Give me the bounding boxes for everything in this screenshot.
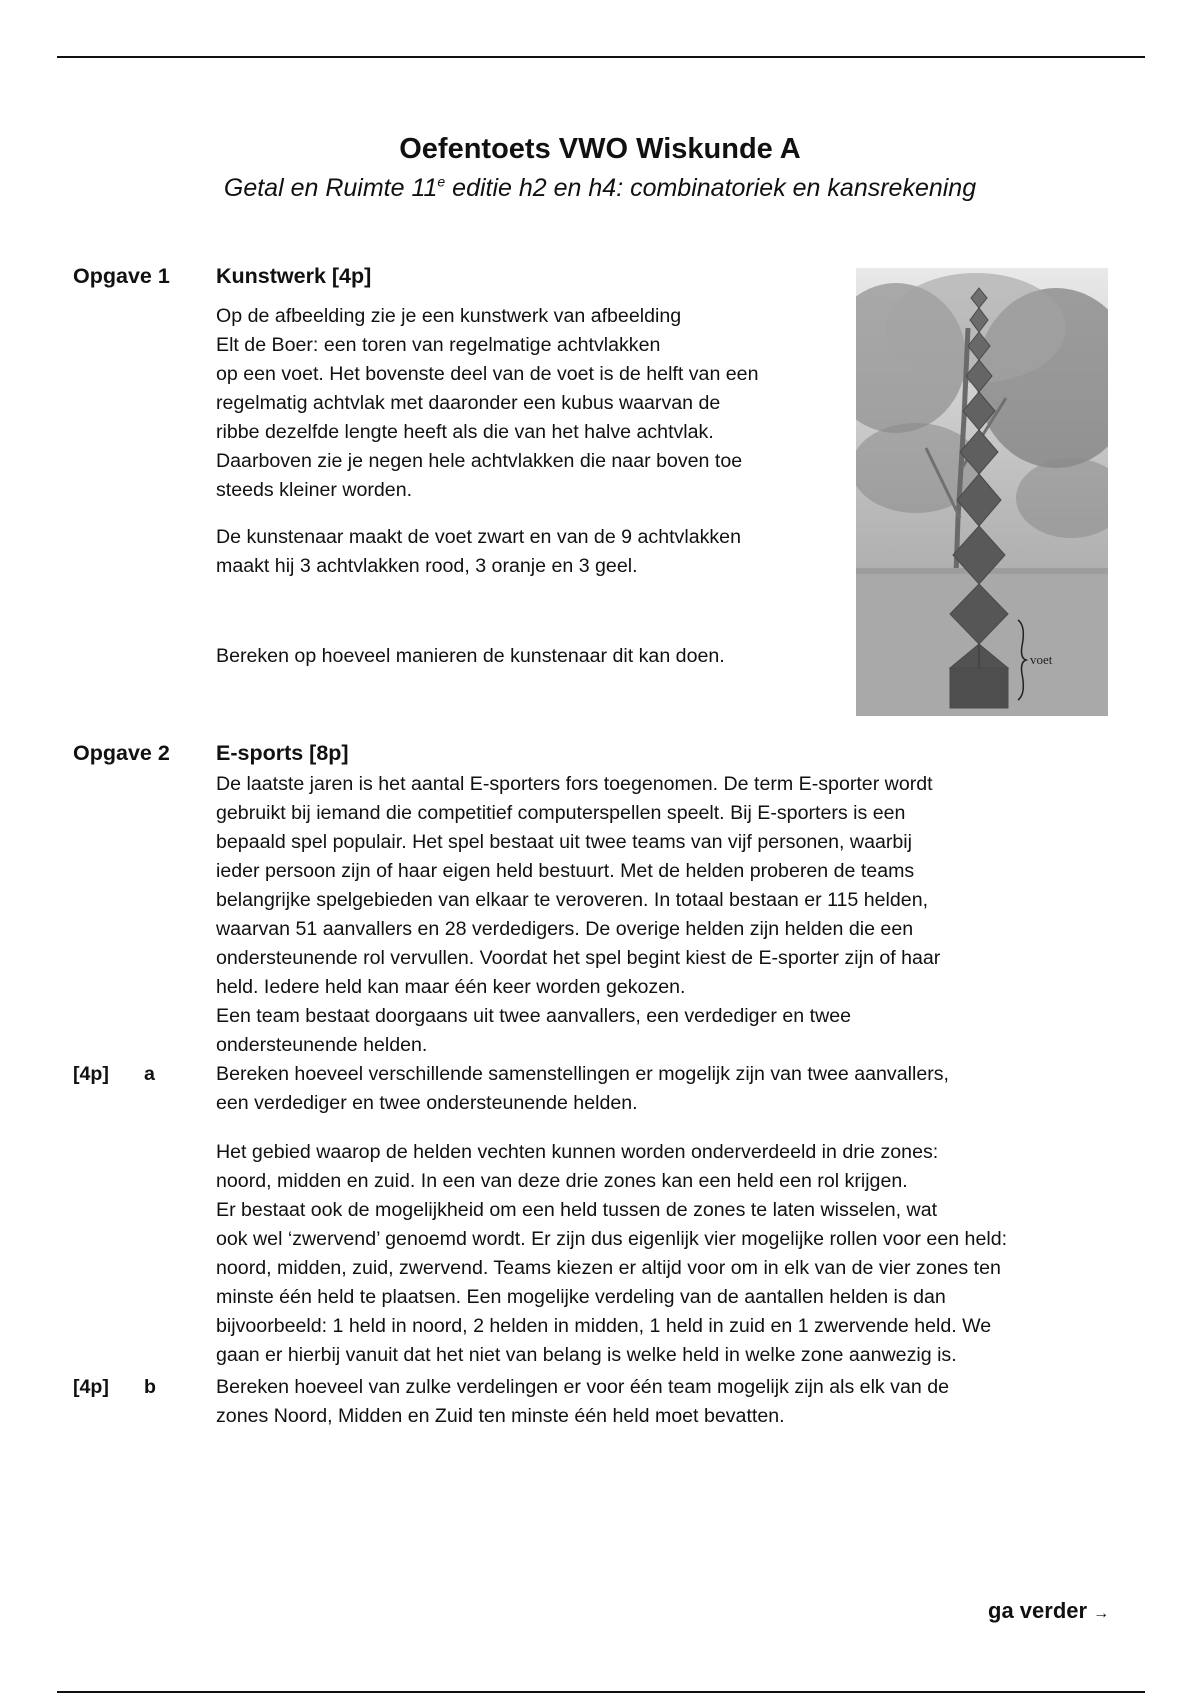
continue-label [988, 1598, 1109, 1624]
page-title: Oefentoets VWO Wiskunde A [399, 133, 801, 165]
text-line: Elt de Boer: een toren van regelmatige achtvlakken [216, 334, 661, 356]
text-line: noord, midden en zuid. In een van deze drie zones kan een held een rol krijgen. [216, 1170, 908, 1192]
text-line: belangrijke spelgebieden van elkaar te veroveren. In totaal bestaan er 115 helden, [216, 889, 929, 911]
opgave-2-label: Opgave 2 [73, 741, 170, 765]
text-line: regelmatig achtvlak met daaronder een kubus waarvan de [216, 392, 721, 414]
text-line: gebruikt bij iemand die competitief computerspellen speelt. Bij E-sporters is een [216, 802, 906, 824]
text-line: ribbe dezelfde lengte heeft als die van het halve achtvlak. [216, 421, 714, 443]
text-line: minste één held te plaatsen. Een mogelijke verdeling van de aantallen helden is dan [216, 1286, 946, 1308]
question-a-points: [4p] [73, 1063, 109, 1085]
artwork-illustration [856, 268, 1108, 716]
text-line: ieder persoon zijn of haar eigen held bestuurt. Met de helden proberen de teams [216, 860, 915, 882]
text-line: Op de afbeelding zie je een kunstwerk van afbeelding [216, 305, 682, 327]
question-a-letter: a [144, 1063, 155, 1085]
text-line: De laatste jaren is het aantal E-sporters fors toegenomen. De term E-sporter wordt [216, 773, 933, 795]
opgave-1-label: Opgave 1 [73, 264, 170, 288]
continue-text: ga verder [988, 1598, 1088, 1623]
text-line: bepaald spel populair. Het spel bestaat uit twee teams van vijf personen, waarbij [216, 831, 912, 853]
text-line: Het gebied waarop de helden vechten kunnen worden onderverdeeld in drie zones: [216, 1141, 939, 1163]
top-rule [57, 56, 1145, 58]
text-line: De kunstenaar maakt de voet zwart en van de 9 achtvlakken [216, 526, 741, 548]
question-b-text: zones Noord, Midden en Zuid ten minste één held moet bevatten. [216, 1405, 785, 1427]
text-line: held. Iedere held kan maar één keer worden gekozen. [216, 976, 686, 998]
text-line: ondersteunende rol vervullen. Voordat het spel begint kiest de E-sporter zijn of haar [216, 947, 941, 969]
opgave-2-heading: E-sports [8p] [216, 741, 349, 765]
text-line: Een team bestaat doorgaans uit twee aanvallers, een verdediger en twee [216, 1005, 852, 1027]
text-line: noord, midden, zuid, zwervend. Teams kiezen er altijd voor om in elk van de vier zones ten [216, 1257, 1001, 1279]
bottom-rule [57, 1691, 1145, 1693]
page-subtitle: Getal en Ruimte 11e editie h2 en h4: combinatoriek en kansrekening [223, 173, 977, 202]
text-line: Er bestaat ook de mogelijkheid om een held tussen de zones te laten wisselen, wat [216, 1199, 938, 1221]
text-line: bijvoorbeeld: 1 held in noord, 2 helden in midden, 1 held in zuid en 1 zwervende held. We [216, 1315, 992, 1337]
artwork-photo [856, 268, 1108, 716]
text-line: ondersteunende helden. [216, 1034, 428, 1056]
question-b-points: [4p] [73, 1376, 109, 1398]
text-line: Daarboven zie je negen hele achtvlakken die naar boven toe [216, 450, 743, 472]
text-line: op een voet. Het bovenste deel van de voet is de helft van een [216, 363, 759, 385]
figure-label-voet: voet [1030, 652, 1053, 667]
opgave-1-heading: Kunstwerk [4p] [216, 264, 372, 288]
text-line: gaan er hierbij vanuit dat het niet van belang is welke held in welke zone aanwezig is. [216, 1344, 957, 1366]
text-line: ook wel ‘zwervend’ genoemd wordt. Er zijn dus eigenlijk vier mogelijke rollen voor een held: [216, 1228, 1008, 1250]
question-b-text: Bereken hoeveel van zulke verdelingen er voor één team mogelijk zijn als elk van de [216, 1376, 950, 1398]
question-a-text: een verdediger en twee ondersteunende helden. [216, 1092, 638, 1114]
question-a-text: Bereken hoeveel verschillende samenstellingen er mogelijk zijn van twee aanvallers, [216, 1063, 949, 1085]
question-b-letter: b [144, 1376, 156, 1398]
text-line: maakt hij 3 achtvlakken rood, 3 oranje en 3 geel. [216, 555, 638, 577]
text-line: waarvan 51 aanvallers en 28 verdedigers. De overige helden zijn helden die een [216, 918, 914, 940]
arrow-right-icon: → [1093, 1605, 1110, 1622]
question-text: Bereken op hoeveel manieren de kunstenaar dit kan doen. [216, 645, 725, 667]
text-line: steeds kleiner worden. [216, 479, 413, 501]
